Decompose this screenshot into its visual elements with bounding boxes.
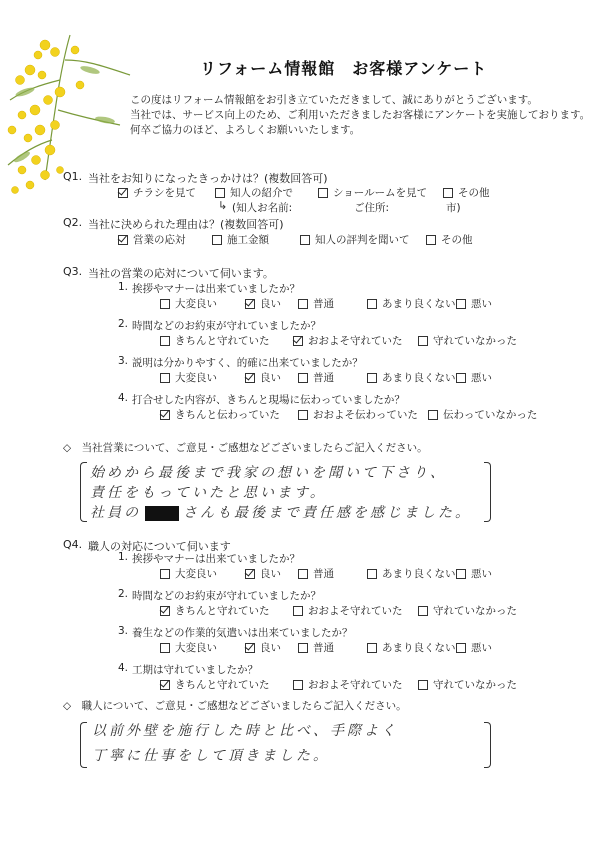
q3-2-opt-mostly-kept[interactable]: おおよそ守れていた xyxy=(293,333,403,348)
q3-1-opt-bad[interactable]: 悪い xyxy=(456,296,492,311)
q4-2-opt-mostly-kept[interactable]: おおよそ守れていた xyxy=(293,603,403,618)
q3-3-opt-average[interactable]: 普通 xyxy=(298,370,334,385)
q1-referrer-address-label: ご住所: xyxy=(354,202,390,214)
q1-referrer-city-label: 市) xyxy=(446,202,461,214)
q4-3-opt-good[interactable]: 良い xyxy=(245,640,281,655)
checkbox[interactable] xyxy=(367,569,377,579)
q1-referrer-name-label: (知人お名前: xyxy=(232,202,293,214)
q3-2-num: 2. xyxy=(118,318,129,330)
q1-option-flyer[interactable]: チラシを見て xyxy=(118,185,196,200)
checkbox[interactable] xyxy=(298,643,308,653)
q2-option-price[interactable]: 施工金額 xyxy=(212,232,269,247)
q3-3-text: 説明は分かりやすく、的確に出来ていましたか？ xyxy=(132,357,363,369)
q4-4-opt-not-kept[interactable]: 守れていなかった xyxy=(418,677,517,692)
q2-question: 当社に決められた理由は？(複数回答可) xyxy=(88,218,284,231)
q1-option-showroom[interactable]: ショールームを見て xyxy=(318,185,427,200)
q4-comment-line-1[interactable]: 以前外壁を施行した時と比べ、手際よく xyxy=(92,723,398,739)
checkbox[interactable] xyxy=(298,569,308,579)
q3-4-opt-conveyed[interactable]: きちんと伝わっていた xyxy=(160,407,280,422)
checkbox[interactable] xyxy=(426,235,436,245)
checkbox[interactable] xyxy=(118,188,128,198)
q3-4-opt-not-conveyed[interactable]: 伝わっていなかった xyxy=(428,407,537,422)
q3-1-num: 1. xyxy=(118,281,129,293)
q3-comment-line-1[interactable]: 始めから最後まで我家の想いを聞いて下さり、 xyxy=(90,465,447,481)
q4-4-opt-kept[interactable]: きちんと守れていた xyxy=(160,677,270,692)
q3-label: Q3. xyxy=(63,265,83,278)
q3-question: 当社の営業の応対について伺います。 xyxy=(88,267,274,280)
checkbox[interactable] xyxy=(367,643,377,653)
checkbox[interactable] xyxy=(298,299,308,309)
q3-4-text: 打合せした内容が、きちんと現場に伝わっていましたか？ xyxy=(132,394,405,406)
q2-option-reputation[interactable]: 知人の評判を聞いて xyxy=(300,232,410,247)
checkbox[interactable] xyxy=(160,643,170,653)
intro-line-1: この度はリフォーム情報館をお引き立ていただきまして、誠にありがとうございます。 xyxy=(130,94,538,106)
q2-option-sales[interactable]: 営業の応対 xyxy=(118,232,186,247)
q4-question: 職人の対応について伺います xyxy=(88,540,231,553)
q1-option-referral[interactable]: 知人の紹介で xyxy=(215,185,293,200)
comment-bracket-right xyxy=(484,462,491,522)
checkbox[interactable] xyxy=(160,373,170,383)
checkbox[interactable] xyxy=(245,373,255,383)
checkbox[interactable] xyxy=(160,569,170,579)
checkbox[interactable] xyxy=(318,188,328,198)
q4-1-text: 挨拶やマナーは出来ていましたか？ xyxy=(132,553,300,565)
q3-3-num: 3. xyxy=(118,355,129,367)
q3-4-num: 4. xyxy=(118,392,129,404)
q1-question: 当社をお知りになったきっかけは？(複数回答可) xyxy=(88,172,328,185)
q4-4-text: 工期は守れていましたか？ xyxy=(132,664,258,676)
q4-comment-prompt: ◇ 職人について、ご意見・ご感想などございましたらご記入ください。 xyxy=(63,700,407,712)
checkbox[interactable] xyxy=(118,235,128,245)
q4-label: Q4. xyxy=(63,538,83,551)
q3-3-opt-very-good[interactable]: 大変良い xyxy=(160,370,217,385)
comment-bracket-left xyxy=(80,722,87,768)
checkbox[interactable] xyxy=(418,336,428,346)
checkbox[interactable] xyxy=(293,606,303,616)
q4-3-opt-very-good[interactable]: 大変良い xyxy=(160,640,217,655)
q3-comment-prompt: ◇ 当社営業について、ご意見・ご感想などございましたらご記入ください。 xyxy=(63,442,428,454)
redacted-name xyxy=(145,506,179,521)
q3-3-opt-bad[interactable]: 悪い xyxy=(456,370,492,385)
checkbox[interactable] xyxy=(456,373,466,383)
checkbox[interactable] xyxy=(160,680,170,690)
q3-3-opt-good[interactable]: 良い xyxy=(245,370,281,385)
q3-3-opt-not-good[interactable]: あまり良くない xyxy=(367,370,456,385)
checkbox[interactable] xyxy=(443,188,453,198)
checkbox[interactable] xyxy=(245,643,255,653)
q4-1-opt-average[interactable]: 普通 xyxy=(298,566,334,581)
q4-4-opt-mostly-kept[interactable]: おおよそ守れていた xyxy=(293,677,403,692)
q2-option-other[interactable]: その他 xyxy=(426,232,473,247)
checkbox[interactable] xyxy=(428,410,438,420)
checkbox[interactable] xyxy=(212,235,222,245)
q3-1-opt-average[interactable]: 普通 xyxy=(298,296,334,311)
checkbox[interactable] xyxy=(456,643,466,653)
q4-1-opt-not-good[interactable]: あまり良くない xyxy=(367,566,456,581)
checkbox[interactable] xyxy=(215,188,225,198)
checkbox[interactable] xyxy=(160,336,170,346)
q4-3-opt-average[interactable]: 普通 xyxy=(298,640,334,655)
checkbox[interactable] xyxy=(293,680,303,690)
q4-1-num: 1. xyxy=(118,551,129,563)
q4-1-opt-very-good[interactable]: 大変良い xyxy=(160,566,217,581)
survey-title: リフォーム情報館 お客様アンケート xyxy=(200,59,488,78)
checkbox[interactable] xyxy=(293,336,303,346)
checkbox[interactable] xyxy=(456,569,466,579)
q3-2-text: 時間などのお約束が守れていましたか？ xyxy=(132,320,321,332)
q4-2-text: 時間などのお約束が守れていましたか？ xyxy=(132,590,321,602)
q4-2-opt-not-kept[interactable]: 守れていなかった xyxy=(418,603,517,618)
checkbox[interactable] xyxy=(367,373,377,383)
q3-1-opt-good[interactable]: 良い xyxy=(245,296,281,311)
q3-1-opt-not-good[interactable]: あまり良くない xyxy=(367,296,456,311)
q3-comment-line-2[interactable]: 責任をもっていたと思います。 xyxy=(90,485,327,501)
q3-2-opt-not-kept[interactable]: 守れていなかった xyxy=(418,333,517,348)
q1-option-other[interactable]: その他 xyxy=(443,185,490,200)
q4-4-num: 4. xyxy=(118,662,129,674)
q3-1-text: 挨拶やマナーは出来ていましたか？ xyxy=(132,283,300,295)
checkbox[interactable] xyxy=(456,299,466,309)
q2-label: Q2. xyxy=(63,216,83,229)
checkbox[interactable] xyxy=(245,569,255,579)
checkbox[interactable] xyxy=(367,299,377,309)
checkbox[interactable] xyxy=(160,299,170,309)
checkbox[interactable] xyxy=(418,606,428,616)
checkbox[interactable] xyxy=(418,680,428,690)
q4-3-opt-not-good[interactable]: あまり良くない xyxy=(367,640,456,655)
q4-3-num: 3. xyxy=(118,625,129,637)
q4-1-opt-good[interactable]: 良い xyxy=(245,566,281,581)
checkbox[interactable] xyxy=(160,606,170,616)
q3-comment-line-3[interactable]: 社員の さんも最後まで責任感を感じました。 xyxy=(90,505,472,521)
q4-comment-line-2[interactable]: 丁寧に仕事をして頂きました。 xyxy=(92,748,330,764)
checkbox[interactable] xyxy=(300,235,310,245)
comment-bracket-left xyxy=(80,462,87,522)
q3-4-opt-mostly-conveyed[interactable]: おおよそ伝わっていた xyxy=(298,407,418,422)
checkbox[interactable] xyxy=(160,410,170,420)
checkbox[interactable] xyxy=(298,373,308,383)
q3-1-opt-very-good[interactable]: 大変良い xyxy=(160,296,217,311)
intro-line-3: 何卒ご協力のほど、よろしくお願いいたします。 xyxy=(130,124,361,136)
q1-label: Q1. xyxy=(63,170,83,183)
q4-2-opt-kept[interactable]: きちんと守れていた xyxy=(160,603,270,618)
q4-1-opt-bad[interactable]: 悪い xyxy=(456,566,492,581)
comment-bracket-right xyxy=(484,722,491,768)
arrow-icon: ↳ xyxy=(218,199,228,212)
q4-3-opt-bad[interactable]: 悪い xyxy=(456,640,492,655)
q4-3-text: 養生などの作業的気遣いは出来ていましたか？ xyxy=(132,627,353,639)
q4-2-num: 2. xyxy=(118,588,129,600)
intro-line-2: 当社では、サービス向上のため、ご利用いただきましたお客様にアンケートを実施しております。 xyxy=(130,109,591,121)
checkbox[interactable] xyxy=(245,299,255,309)
q3-2-opt-kept[interactable]: きちんと守れていた xyxy=(160,333,270,348)
checkbox[interactable] xyxy=(298,410,308,420)
